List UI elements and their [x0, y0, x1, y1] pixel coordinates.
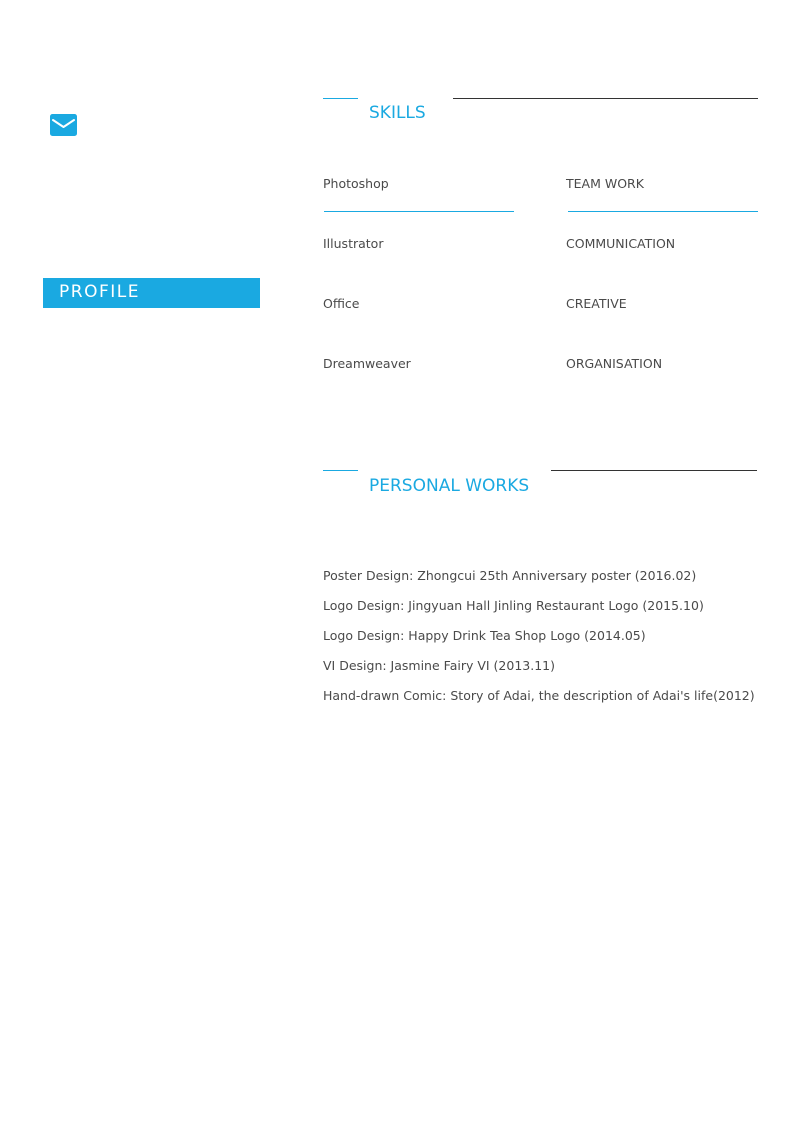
works-list	[323, 568, 763, 718]
skill-dreamweaver: Dreamweaver	[323, 356, 411, 371]
works-section-header	[323, 470, 757, 510]
skill-team-work: TEAM WORK	[566, 176, 644, 191]
mail-icon	[50, 114, 77, 136]
skills-section-header	[323, 98, 758, 138]
skill-office: Office	[323, 296, 360, 311]
skill-communication: COMMUNICATION	[566, 236, 676, 251]
skill-creative: CREATIVE	[566, 296, 627, 311]
header-accent-line	[323, 98, 358, 99]
skill-bar-photoshop	[324, 211, 514, 212]
list-item: Poster Design: Zhongcui 25th Anniversary poster (2016.02)	[323, 568, 697, 583]
header-rule	[453, 98, 758, 99]
works-title: PERSONAL WORKS	[369, 476, 530, 496]
skill-illustrator: Illustrator	[323, 236, 384, 251]
list-item: VI Design: Jasmine Fairy VI (2013.11)	[323, 658, 555, 673]
profile-label: PROFILE	[59, 282, 140, 302]
profile-banner	[43, 278, 260, 308]
skills-title: SKILLS	[369, 103, 426, 123]
skill-bar-team-work	[568, 211, 758, 212]
list-item: Logo Design: Jingyuan Hall Jinling Restaurant Logo (2015.10)	[323, 598, 704, 613]
header-accent-line	[323, 470, 358, 471]
skill-photoshop: Photoshop	[323, 176, 389, 191]
header-rule	[551, 470, 757, 471]
list-item: Logo Design: Happy Drink Tea Shop Logo (2014.05)	[323, 628, 646, 643]
skill-organisation: ORGANISATION	[566, 356, 663, 371]
list-item: Hand-drawn Comic: Story of Adai, the description of Adai's life(2012)	[323, 688, 755, 703]
